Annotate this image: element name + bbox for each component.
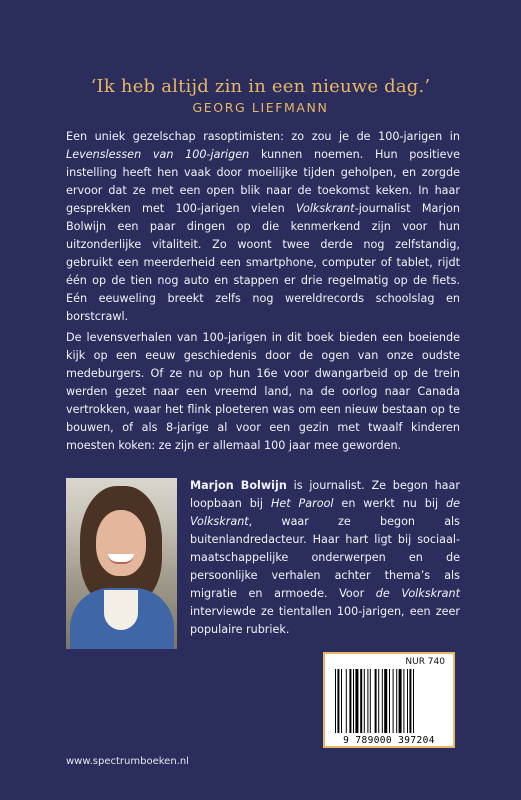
author-photo <box>66 478 177 649</box>
book-title: Levenslessen van 100-jarigen <box>66 148 250 161</box>
newspaper-name: de Volkskrant <box>375 587 460 600</box>
blurb-text: -journalist Marjon Bolwijn een paar dingen op die kenmerkend zijn voor hun uitzonderlijke vitaliteit. Zo woont twee derde nog zelfstandig, gebruikt een meerderheid een smartphone, computer of tablet, rijdt één op de tien nog auto en stappen er drie regelmatig op de fiets. Eén eeuweling breekt zelfs nog wereldrecords schoolslag en borstcrawl. <box>66 202 460 323</box>
newspaper-name: Volkskrant <box>295 202 355 215</box>
newspaper-name: Het Parool <box>270 497 334 510</box>
blurb-text: kunnen noemen. Hun positieve instelling heeft hen vaak door moeilijke tijden geholpen, en zorgde ervoor dat ze met een open blik naar de toekomst keken. In haar gesprekken met 100-jarigen vielen <box>66 148 460 215</box>
blurb-paragraph-1 <box>66 128 460 326</box>
isbn-number: 9 789000 397204 <box>343 735 435 746</box>
author-name: Marjon Bolwijn <box>190 479 287 492</box>
blurb-paragraph-2: De levensverhalen van 100-jarigen in dit boek bieden een boeiende kijk op een eeuw geschiedenis door de ogen van onze oudste medeburgers. Of ze nu op hun 16e voor dwangarbeid op de trein werden gezet naar een vreemd land, na de oorlog naar Canada vertrokken, waar het flink ploeteren was om een nieuw bestaan op te bouwen, of als 8-jarige al voor een gezin met twaalf kinderen moesten koken: ze zijn er allemaal 100 jaar mee geworden. <box>66 331 460 452</box>
publisher-website: www.spectrumboeken.nl <box>66 756 189 767</box>
author-bio: Marjon Bolwijn is journalist. Ze begon haar loopbaan bij Het Parool en werkt nu bij de Volkskrant, waar ze begon als buitenlandredacteur. Haar hart ligt bij sociaal-maatschappelijke onderwerpen en de persoonlijke verhalen achter thema’s als migratie en armoede. Voor de Volkskrant interviewde ze tientallen 100-jarigen, een zeer populaire rubriek. <box>190 479 460 636</box>
newspaper-name: de Volkskrant <box>190 497 460 528</box>
nur-code: NUR 740 <box>405 657 445 667</box>
barcode-icon <box>335 669 445 733</box>
blurb-text: Een uniek gezelschap rasoptimisten: zo zou je de 100-jarigen in <box>66 130 460 143</box>
cover-quote: ‘Ik heb altijd zin in een nieuwe dag.’ <box>90 76 431 97</box>
quote-author: GEORG LIEFMANN <box>192 100 329 115</box>
barcode-box <box>323 652 455 748</box>
